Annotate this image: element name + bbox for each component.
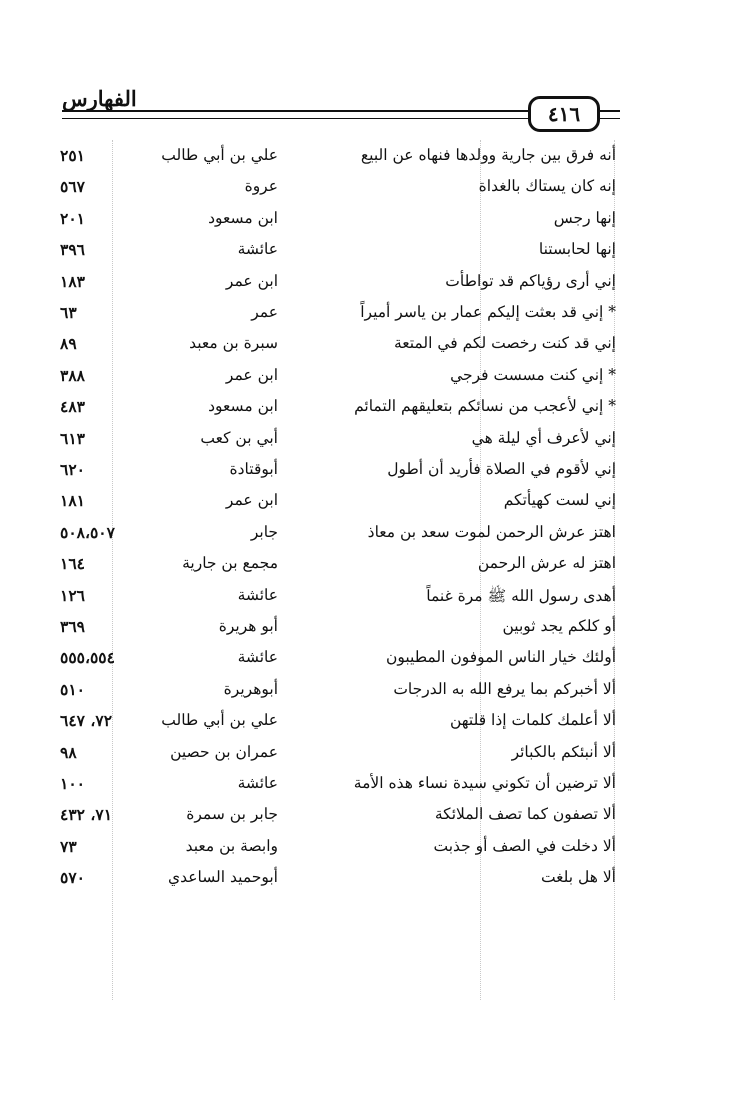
- page-reference: ١٢٦: [60, 585, 85, 605]
- page-reference: ٢٥١: [60, 146, 85, 165]
- page-reference: ٧٣: [60, 836, 77, 856]
- page-header: [0, 0, 756, 140]
- narrator-name: عائشة: [237, 240, 278, 259]
- page-reference: ٦١٣: [60, 428, 85, 448]
- narrator-name: أبوقتادة: [229, 460, 278, 478]
- hadith-text: إني لأقوم في الصلاة فأريد أن أطول: [387, 460, 616, 478]
- hadith-text: أنه فرق بين جارية وولدها فنهاه عن البيع: [360, 146, 616, 164]
- hadith-text: أولئك خيار الناس الموفون المطيبون: [385, 648, 616, 667]
- narrator-name: علي بن أبي طالب: [161, 711, 278, 730]
- narrator-name: عائشة: [237, 648, 278, 667]
- page-reference: ٥٧٠: [60, 868, 85, 888]
- hadith-text: إني قد كنت رخصت لكم في المتعة: [393, 334, 616, 353]
- page-reference: ٢٠١: [60, 208, 85, 228]
- page-reference: ٣٩٦: [60, 240, 85, 260]
- hadith-text: * إني لأعجب من نسائكم بتعليقهم التمائم: [354, 397, 616, 416]
- hadith-text: إني لست كهيأتكم: [503, 491, 616, 510]
- narrator-name: ابن عمر: [225, 271, 278, 290]
- narrator-name: جابر بن سمرة: [186, 805, 278, 824]
- hadith-text: ألا ترضين أن تكوني سيدة نساء هذه الأمة: [353, 774, 616, 792]
- hadith-text: إنه كان يستاك بالغداة: [478, 177, 616, 196]
- narrator-name: عائشة: [237, 585, 278, 604]
- hadith-text: اهتز عرش الرحمن لموت سعد بن معاذ: [367, 522, 616, 541]
- page-reference: ١٠٠: [60, 774, 85, 793]
- page-reference: ٦٢٠: [60, 460, 85, 479]
- page-reference: ٥٦٧: [60, 177, 85, 197]
- page-reference: ٧١، ٤٣٢: [60, 805, 113, 825]
- table-row: [0, 868, 756, 905]
- narrator-name: ابن مسعود: [208, 208, 278, 227]
- header-rule-bottom: [62, 118, 530, 119]
- narrator-name: أبي بن كعب: [200, 428, 278, 447]
- hadith-text: إنها رجس: [553, 208, 616, 227]
- narrator-name: عمران بن حصين: [170, 742, 278, 761]
- hadith-text: إني أرى رؤياكم قد تواطأت: [445, 271, 616, 290]
- hadith-text: إنها لحابستنا: [538, 240, 616, 259]
- page-reference: ٣٨٨: [60, 365, 85, 385]
- narrator-name: وابصة بن معبد: [185, 836, 278, 855]
- page-reference: ٤٨٣: [60, 397, 85, 417]
- page-reference: ٦٣: [60, 303, 77, 322]
- page-reference: ١٦٤: [60, 554, 85, 574]
- page-reference: ٥٥٥،٥٥٤: [60, 648, 115, 668]
- narrator-name: مجمع بن جارية: [182, 554, 278, 573]
- page-number: ٤١٦: [547, 102, 581, 126]
- hadith-text: ألا هل بلغت: [540, 868, 616, 887]
- narrator-name: علي بن أبي طالب: [161, 146, 278, 164]
- narrator-name: ابن عمر: [225, 491, 278, 510]
- hadith-text: أو كلكم يجد ثوبين: [502, 617, 616, 635]
- section-title: الفهارس: [62, 86, 137, 111]
- page-reference: ٥٠٨،٥٠٧: [60, 522, 115, 542]
- hadith-text: * إني قد بعثت إليكم عمار بن ياسر أميراً: [360, 303, 616, 321]
- narrator-name: أبوحميد الساعدي: [167, 868, 278, 887]
- page-reference: ٧٢، ٦٤٧: [60, 711, 113, 731]
- page-reference: ٥١٠: [60, 679, 85, 699]
- narrator-name: عائشة: [237, 774, 278, 792]
- narrator-name: أبو هريرة: [218, 617, 278, 635]
- narrator-name: ابن مسعود: [208, 397, 278, 416]
- narrator-name: أبوهريرة: [223, 679, 278, 698]
- page-reference: ٨٩: [60, 334, 77, 354]
- hadith-text: ألا أعلمك كلمات إذا قلتهن: [449, 711, 616, 730]
- page-reference: ١٨٣: [60, 271, 85, 291]
- hadith-text: * إني كنت مسست فرجي: [450, 365, 616, 384]
- hadith-text: ألا تصفون كما تصف الملائكة: [434, 805, 616, 824]
- hadith-text: إني لأعرف أي ليلة هي: [471, 428, 616, 447]
- narrator-name: ابن عمر: [225, 365, 278, 384]
- narrator-name: عروة: [244, 177, 278, 196]
- hadith-text: اهتز له عرش الرحمن: [477, 554, 616, 573]
- narrator-name: عمر: [251, 303, 278, 321]
- hadith-text: أهدى رسول الله ﷺ مرة غنماً: [426, 586, 616, 605]
- hadith-text: ألا أخبركم بما يرفع الله به الدرجات: [393, 679, 616, 698]
- narrator-name: سبرة بن معبد: [189, 334, 278, 353]
- page-reference: ٣٦٩: [60, 617, 85, 636]
- hadith-text: ألا أنبئكم بالكبائر: [511, 742, 616, 761]
- narrator-name: جابر: [250, 522, 278, 541]
- page-number-box: [528, 96, 600, 132]
- hadith-text: ألا دخلت في الصف أو جذبت: [433, 836, 616, 855]
- page-reference: ٩٨: [60, 742, 77, 762]
- page-reference: ١٨١: [60, 491, 85, 511]
